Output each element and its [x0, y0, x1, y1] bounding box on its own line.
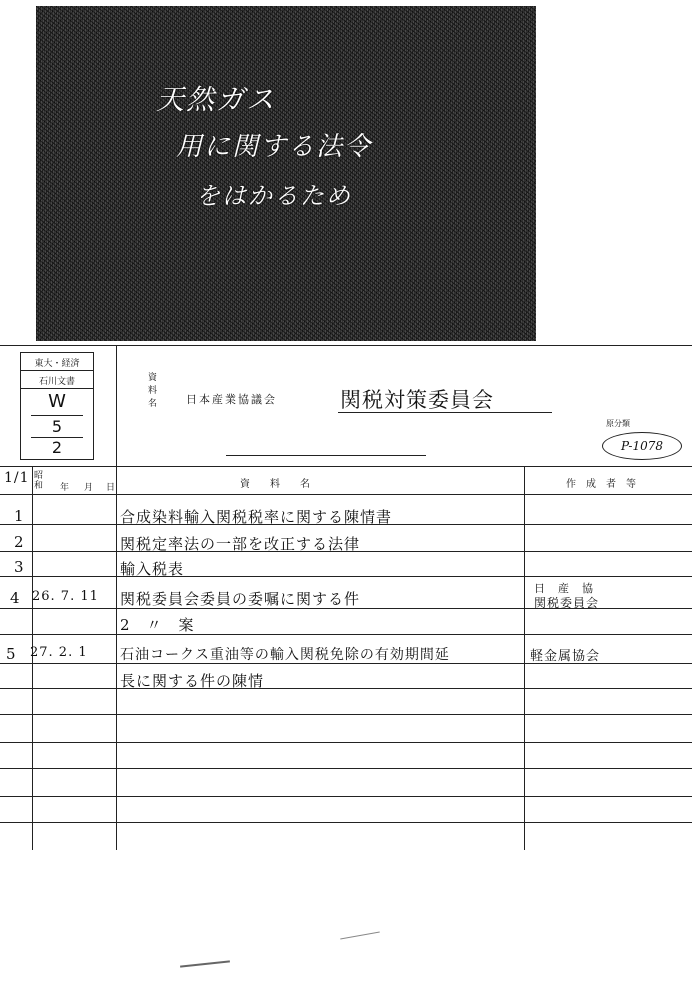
label-ryo: 料: [148, 386, 158, 396]
row-5-num: 5: [6, 645, 17, 663]
label-shiryo: 資: [148, 373, 158, 383]
form-left-column-divider: [116, 345, 117, 850]
committee-name: 関税対策委員会: [340, 388, 494, 412]
label-mei: 名: [148, 399, 158, 409]
row-2-name: 関税定率法の一部を改正する法律: [120, 535, 361, 553]
row-4-num: 4: [10, 589, 21, 607]
row-4-author-top: 日 産 協: [534, 582, 594, 595]
header-author: 作 成 者 等: [566, 479, 636, 490]
row-5-name: 石油コークス重油等の輸入関税免除の有効期間延: [120, 647, 450, 663]
row-1-name: 合成染料輸入関税税率に関する陳情書: [120, 508, 393, 526]
scan-mark: [340, 932, 380, 940]
row-1-num: 1: [14, 507, 25, 525]
handwriting-line-2: 用に関する法令: [176, 132, 373, 162]
row-5-author: 軽金属協会: [530, 649, 601, 664]
row-4-date: 26. 7. 11: [32, 589, 99, 604]
stamp-code-num-2: 2: [51, 438, 63, 457]
ref-code: P-1078: [602, 432, 682, 460]
row-3-name: 輸入税表: [120, 560, 185, 578]
row-4b-name: 2 〃 案: [120, 616, 195, 634]
header-day: 日: [106, 483, 116, 493]
header-year: 年: [60, 483, 70, 493]
handwriting-line-3: をはかるため: [196, 182, 352, 210]
stamp-code-letter: W: [48, 391, 66, 412]
archive-stamp: [20, 352, 94, 460]
header-month: 月: [84, 483, 94, 493]
row-2-num: 2: [14, 533, 25, 551]
page-number: 1/1: [4, 470, 30, 486]
row-4-name: 関税委員会委員の委嘱に関する件: [120, 590, 361, 608]
handwriting-line-1: 天然ガス: [156, 83, 277, 116]
scanned-noise-header: [36, 6, 536, 341]
row-5b-name: 長に関する件の陳情: [120, 672, 265, 690]
stamp-line-1: 東大・経済: [34, 359, 80, 369]
stamp-line-2: 石川文書: [38, 377, 75, 387]
row-5-date: 27. 2. 1: [30, 645, 88, 660]
ref-label: 原分類: [606, 419, 630, 428]
row-4-author: 関税委員会: [534, 596, 600, 610]
scan-mark: [180, 960, 230, 967]
form-top-border: [0, 345, 692, 346]
row-3-num: 3: [14, 558, 25, 576]
stamp-code-num-1: 5: [51, 417, 63, 436]
org-name: 日本産業協議会: [186, 393, 277, 406]
header-doc-name: 資 料 名: [240, 479, 310, 490]
header-era: 昭和: [34, 471, 44, 491]
